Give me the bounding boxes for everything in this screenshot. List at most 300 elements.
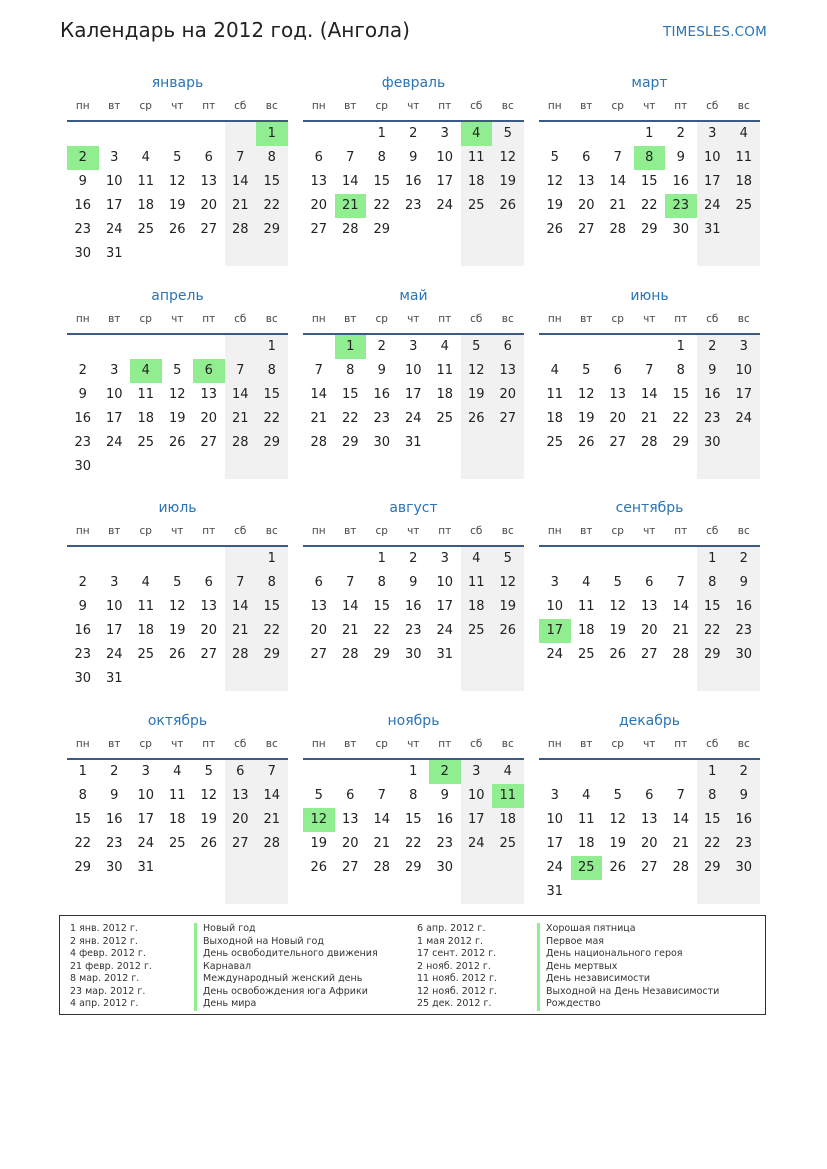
weekday-label: ср: [611, 738, 624, 750]
day-cell: 30: [74, 459, 92, 474]
day-cell: 18: [137, 198, 155, 213]
day-cell: 24: [105, 222, 123, 237]
day-cell: 18: [546, 411, 564, 426]
day-cell: 29: [263, 222, 281, 237]
weekday-label: вс: [737, 313, 750, 325]
day-cell: 19: [499, 599, 517, 614]
day-cell: 1: [377, 551, 386, 566]
legend-date: 11 нояб. 2012 г.: [417, 973, 497, 984]
day-cell: 3: [440, 551, 449, 566]
day-cell: 24: [546, 860, 564, 875]
day-cell: 18: [735, 174, 753, 189]
day-cell: 14: [341, 599, 359, 614]
day-cell: 9: [676, 150, 685, 165]
day-cell: 12: [200, 788, 218, 803]
day-cell: 27: [609, 435, 627, 450]
day-cell: 25: [499, 836, 517, 851]
day-cell: 30: [735, 860, 753, 875]
day-cell: 30: [404, 647, 422, 662]
day-cell: 26: [310, 860, 328, 875]
weekday-label: чт: [171, 525, 184, 537]
day-cell: 27: [640, 860, 658, 875]
day-cell: 24: [436, 198, 454, 213]
day-cell: 19: [467, 387, 485, 402]
weekday-label: ср: [139, 100, 152, 112]
day-cell: 6: [503, 339, 512, 354]
day-cell: 25: [467, 623, 485, 638]
day-cell: 5: [582, 363, 591, 378]
day-cell: 11: [577, 812, 595, 827]
weekday-label: вт: [344, 738, 357, 750]
weekday-label: пн: [75, 100, 90, 112]
day-cell: 14: [672, 599, 690, 614]
day-cell: 1: [78, 764, 87, 779]
day-cell: 19: [168, 623, 186, 638]
day-cell: 19: [310, 836, 328, 851]
day-cell: 3: [708, 126, 717, 141]
day-cell: 21: [263, 812, 281, 827]
day-cell: 2: [739, 764, 748, 779]
day-cell: 9: [78, 387, 87, 402]
day-cell: 22: [703, 623, 721, 638]
day-cell: 10: [436, 150, 454, 165]
day-cell: 6: [645, 788, 654, 803]
day-cell: 2: [708, 339, 717, 354]
day-cell: 11: [436, 363, 454, 378]
weekday-label: ср: [375, 525, 388, 537]
weekday-label: пт: [674, 525, 688, 537]
day-cell: 31: [404, 435, 422, 450]
weekday-label: пн: [311, 100, 326, 112]
day-cell: 1: [267, 551, 276, 566]
day-cell: 7: [676, 788, 685, 803]
weekday-label: сб: [706, 738, 719, 750]
weekday-label: вс: [737, 100, 750, 112]
day-cell: 23: [436, 836, 454, 851]
day-cell: 14: [341, 174, 359, 189]
day-cell: 3: [110, 363, 119, 378]
legend-date: 1 янв. 2012 г.: [70, 923, 138, 934]
day-cell: 4: [440, 339, 449, 354]
day-cell: 4: [550, 363, 559, 378]
day-cell: 18: [137, 411, 155, 426]
day-cell: 11: [168, 788, 186, 803]
weekday-label: вт: [344, 313, 357, 325]
day-cell: 5: [173, 575, 182, 590]
weekday-label: сб: [470, 525, 483, 537]
day-cell: 26: [546, 222, 564, 237]
weekday-label: вт: [344, 100, 357, 112]
day-cell: 25: [168, 836, 186, 851]
weekday-label: сб: [706, 525, 719, 537]
holiday-day: 4: [461, 122, 493, 146]
day-cell: 28: [231, 647, 249, 662]
day-cell: 20: [231, 812, 249, 827]
month-name: март: [631, 75, 668, 91]
weekday-label: сб: [706, 313, 719, 325]
day-cell: 8: [708, 788, 717, 803]
day-cell: 8: [267, 150, 276, 165]
day-cell: 12: [499, 575, 517, 590]
day-cell: 20: [499, 387, 517, 402]
legend-date: 17 сент. 2012 г.: [417, 948, 497, 959]
weekday-label: ср: [611, 100, 624, 112]
day-cell: 3: [110, 150, 119, 165]
day-cell: 18: [577, 836, 595, 851]
day-cell: 16: [404, 174, 422, 189]
day-cell: 3: [440, 126, 449, 141]
legend-holiday-name: Карнавал: [194, 961, 378, 974]
day-cell: 23: [74, 647, 92, 662]
day-cell: 9: [377, 363, 386, 378]
holiday-day: 4: [130, 359, 162, 383]
day-cell: 19: [499, 174, 517, 189]
weekday-label: сб: [234, 525, 247, 537]
day-cell: 17: [404, 387, 422, 402]
day-cell: 9: [409, 575, 418, 590]
day-cell: 29: [640, 222, 658, 237]
day-cell: 10: [546, 599, 564, 614]
day-cell: 15: [672, 387, 690, 402]
day-cell: 4: [472, 551, 481, 566]
day-cell: 27: [200, 222, 218, 237]
day-cell: 5: [314, 788, 323, 803]
weekday-label: ср: [139, 738, 152, 750]
day-cell: 26: [499, 623, 517, 638]
day-cell: 5: [204, 764, 213, 779]
day-cell: 5: [613, 788, 622, 803]
day-cell: 12: [467, 363, 485, 378]
day-cell: 16: [735, 812, 753, 827]
day-cell: 21: [231, 198, 249, 213]
weekday-label: вс: [265, 100, 278, 112]
day-cell: 14: [231, 174, 249, 189]
day-cell: 29: [263, 435, 281, 450]
day-cell: 4: [582, 788, 591, 803]
day-cell: 9: [78, 174, 87, 189]
weekday-label: пн: [311, 313, 326, 325]
legend-date: 8 мар. 2012 г.: [70, 973, 140, 984]
weekday-label: чт: [643, 525, 656, 537]
day-cell: 23: [105, 836, 123, 851]
month-name: декабрь: [618, 713, 681, 729]
weekday-label: вс: [265, 525, 278, 537]
day-cell: 18: [168, 812, 186, 827]
day-cell: 14: [231, 599, 249, 614]
day-cell: 9: [78, 599, 87, 614]
day-cell: 22: [404, 836, 422, 851]
day-cell: 25: [137, 647, 155, 662]
day-cell: 8: [676, 363, 685, 378]
day-cell: 25: [577, 647, 595, 662]
weekday-label: пт: [202, 525, 216, 537]
day-cell: 27: [577, 222, 595, 237]
weekday-label: вт: [580, 313, 593, 325]
legend-holiday-name: День освободительного движения: [194, 948, 378, 961]
day-cell: 17: [436, 174, 454, 189]
day-cell: 1: [708, 764, 717, 779]
day-cell: 24: [404, 411, 422, 426]
day-cell: 8: [409, 788, 418, 803]
day-cell: 19: [168, 411, 186, 426]
day-cell: 20: [310, 198, 328, 213]
weekday-label: вт: [580, 738, 593, 750]
day-cell: 6: [613, 363, 622, 378]
day-cell: 20: [640, 623, 658, 638]
day-cell: 28: [373, 860, 391, 875]
day-cell: 18: [436, 387, 454, 402]
weekday-label: вс: [737, 738, 750, 750]
day-cell: 19: [577, 411, 595, 426]
site-link[interactable]: TIMESLES.COM: [663, 24, 767, 40]
day-cell: 13: [310, 599, 328, 614]
weekday-label: вт: [580, 100, 593, 112]
holiday-day: 6: [193, 359, 225, 383]
day-cell: 28: [640, 435, 658, 450]
day-cell: 22: [672, 411, 690, 426]
weekday-label: сб: [470, 738, 483, 750]
legend-holiday-name: День мира: [194, 998, 378, 1011]
weekday-label: пн: [311, 525, 326, 537]
day-cell: 6: [204, 575, 213, 590]
weekday-label: пт: [202, 738, 216, 750]
day-cell: 6: [314, 150, 323, 165]
legend-holiday-name: День мертвых: [537, 961, 719, 974]
day-cell: 24: [137, 836, 155, 851]
day-cell: 17: [105, 411, 123, 426]
day-cell: 29: [404, 860, 422, 875]
day-cell: 4: [141, 575, 150, 590]
day-cell: 27: [231, 836, 249, 851]
holiday-day: 25: [571, 856, 603, 880]
holiday-day: 21: [335, 194, 367, 218]
day-cell: 7: [236, 363, 245, 378]
day-cell: 27: [310, 222, 328, 237]
day-cell: 7: [613, 150, 622, 165]
weekday-label: пт: [674, 313, 688, 325]
weekday-label: чт: [643, 100, 656, 112]
day-cell: 26: [499, 198, 517, 213]
day-cell: 21: [231, 623, 249, 638]
legend-date: 1 мая 2012 г.: [417, 935, 483, 947]
day-cell: 12: [499, 150, 517, 165]
day-cell: 12: [168, 387, 186, 402]
legend-holiday-name: Хорошая пятница: [537, 923, 719, 936]
day-cell: 2: [676, 126, 685, 141]
day-cell: 24: [467, 836, 485, 851]
day-cell: 15: [703, 599, 721, 614]
day-cell: 30: [74, 671, 92, 686]
day-cell: 11: [735, 150, 753, 165]
day-cell: 11: [137, 387, 155, 402]
day-cell: 22: [263, 198, 281, 213]
day-cell: 22: [373, 623, 391, 638]
weekday-label: чт: [171, 100, 184, 112]
weekday-label: вс: [737, 525, 750, 537]
day-cell: 31: [137, 860, 155, 875]
day-cell: 10: [546, 812, 564, 827]
day-cell: 10: [137, 788, 155, 803]
day-cell: 14: [231, 387, 249, 402]
legend-holiday-name: Выходной на День Независимости: [537, 986, 719, 999]
day-cell: 24: [105, 647, 123, 662]
holiday-day: 11: [492, 784, 524, 808]
day-cell: 13: [231, 788, 249, 803]
weekday-label: пт: [438, 313, 452, 325]
weekday-label: пт: [202, 100, 216, 112]
weekday-label: сб: [234, 100, 247, 112]
day-cell: 3: [141, 764, 150, 779]
day-cell: 23: [404, 623, 422, 638]
day-cell: 28: [341, 647, 359, 662]
weekday-label: ср: [375, 313, 388, 325]
day-cell: 29: [263, 647, 281, 662]
legend-date: 4 апр. 2012 г.: [70, 998, 139, 1009]
day-cell: 15: [263, 174, 281, 189]
day-cell: 7: [236, 575, 245, 590]
day-cell: 13: [577, 174, 595, 189]
day-cell: 9: [739, 788, 748, 803]
day-cell: 1: [645, 126, 654, 141]
day-cell: 14: [640, 387, 658, 402]
day-cell: 29: [341, 435, 359, 450]
weekday-label: пн: [75, 313, 90, 325]
day-cell: 7: [377, 788, 386, 803]
day-cell: 12: [609, 599, 627, 614]
day-cell: 15: [341, 387, 359, 402]
day-cell: 10: [105, 599, 123, 614]
month-name: январь: [151, 75, 204, 91]
day-cell: 6: [236, 764, 245, 779]
weekday-label: пн: [547, 100, 562, 112]
day-cell: 28: [263, 836, 281, 851]
day-cell: 31: [436, 647, 454, 662]
day-cell: 13: [200, 599, 218, 614]
day-cell: 3: [409, 339, 418, 354]
weekday-label: чт: [643, 738, 656, 750]
day-cell: 26: [577, 435, 595, 450]
day-cell: 8: [267, 363, 276, 378]
day-cell: 27: [341, 860, 359, 875]
day-cell: 20: [341, 836, 359, 851]
day-cell: 28: [672, 860, 690, 875]
day-cell: 10: [404, 363, 422, 378]
day-cell: 25: [546, 435, 564, 450]
weekday-label: сб: [234, 313, 247, 325]
legend-names-left: [194, 923, 378, 1011]
day-cell: 7: [346, 150, 355, 165]
weekday-label: пн: [547, 313, 562, 325]
day-cell: 6: [645, 575, 654, 590]
day-cell: 16: [404, 599, 422, 614]
day-cell: 13: [640, 812, 658, 827]
day-cell: 13: [341, 812, 359, 827]
day-cell: 28: [672, 647, 690, 662]
weekday-label: сб: [234, 738, 247, 750]
weekday-label: ср: [375, 738, 388, 750]
legend-dates-right: [417, 923, 497, 1011]
day-cell: 6: [314, 575, 323, 590]
day-cell: 15: [373, 174, 391, 189]
legend-holiday-name: День освобождения юга Африки: [194, 986, 378, 999]
day-cell: 11: [137, 599, 155, 614]
day-cell: 2: [409, 551, 418, 566]
holiday-day: 2: [67, 146, 99, 170]
day-cell: 10: [735, 363, 753, 378]
day-cell: 16: [74, 411, 92, 426]
day-cell: 17: [105, 198, 123, 213]
day-cell: 21: [310, 411, 328, 426]
day-cell: 5: [503, 126, 512, 141]
weekday-label: вс: [501, 738, 514, 750]
legend-dates-left: [70, 923, 152, 1011]
weekday-label: пт: [674, 100, 688, 112]
month-name: май: [399, 288, 428, 304]
legend-date: 4 февр. 2012 г.: [70, 948, 146, 959]
day-cell: 23: [74, 222, 92, 237]
day-cell: 9: [440, 788, 449, 803]
day-cell: 14: [672, 812, 690, 827]
day-cell: 31: [703, 222, 721, 237]
holiday-legend: [59, 915, 766, 1015]
day-cell: 25: [137, 222, 155, 237]
day-cell: 25: [436, 411, 454, 426]
holiday-day: 23: [665, 194, 697, 218]
day-cell: 21: [609, 198, 627, 213]
weekday-label: пт: [438, 100, 452, 112]
holiday-day: 1: [335, 335, 367, 359]
day-cell: 13: [200, 174, 218, 189]
day-cell: 4: [739, 126, 748, 141]
day-cell: 17: [703, 174, 721, 189]
day-cell: 11: [467, 575, 485, 590]
day-cell: 19: [609, 623, 627, 638]
day-cell: 19: [200, 812, 218, 827]
weekday-label: вт: [108, 738, 121, 750]
day-cell: 13: [640, 599, 658, 614]
legend-holiday-name: Международный женский день: [194, 973, 378, 986]
day-cell: 23: [373, 411, 391, 426]
legend-holiday-name: Выходной на Новый год: [194, 936, 378, 949]
day-cell: 1: [409, 764, 418, 779]
day-cell: 17: [467, 812, 485, 827]
day-cell: 4: [141, 150, 150, 165]
day-cell: 20: [310, 623, 328, 638]
day-cell: 8: [267, 575, 276, 590]
legend-date: 2 нояб. 2012 г.: [417, 960, 491, 972]
weekday-label: пн: [547, 525, 562, 537]
day-cell: 20: [577, 198, 595, 213]
day-cell: 27: [200, 647, 218, 662]
legend-date: 2 янв. 2012 г.: [70, 935, 138, 947]
legend-names-right: [537, 923, 719, 1011]
day-cell: 3: [739, 339, 748, 354]
day-cell: 21: [231, 411, 249, 426]
day-cell: 25: [735, 198, 753, 213]
day-cell: 16: [373, 387, 391, 402]
day-cell: 23: [735, 836, 753, 851]
day-cell: 30: [373, 435, 391, 450]
weekday-label: вс: [501, 525, 514, 537]
weekday-label: пт: [438, 738, 452, 750]
day-cell: 21: [373, 836, 391, 851]
day-cell: 20: [200, 198, 218, 213]
weekday-label: вс: [265, 738, 278, 750]
legend-holiday-name: День национального героя: [537, 948, 719, 961]
day-cell: 17: [735, 387, 753, 402]
day-cell: 24: [735, 411, 753, 426]
page-title: Календарь на 2012 год. (Ангола): [60, 18, 410, 42]
